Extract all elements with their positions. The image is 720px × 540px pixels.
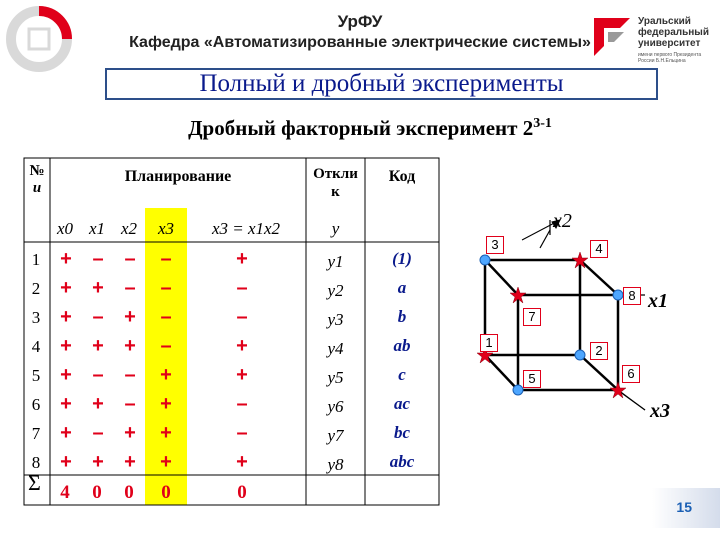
col-x1: x1 <box>88 219 106 238</box>
cell-x12: – <box>236 277 248 299</box>
cell-x0: + <box>60 335 72 357</box>
logo-small-2: России Б.Н.Ельцина <box>638 58 686 64</box>
cell-x2: – <box>124 364 136 386</box>
cell-x1: + <box>92 393 104 415</box>
cube-label-2: 2 <box>590 342 608 360</box>
cell-x12: + <box>236 248 248 270</box>
logo-line-1: Уральский <box>638 16 691 27</box>
cell-code: ac <box>393 394 411 413</box>
cell-code: a <box>397 278 407 297</box>
cell-x2: + <box>124 451 136 473</box>
col-y: y <box>331 219 340 238</box>
cell-x12: – <box>236 393 248 415</box>
cell-x12: – <box>236 306 248 328</box>
cube-point-plain <box>613 290 623 300</box>
col-response-label-1: Откли <box>313 166 358 182</box>
row-number: 4 <box>31 337 41 356</box>
row-number: 3 <box>31 308 41 327</box>
cell-x0: + <box>60 306 72 328</box>
cube-label-6: 6 <box>622 365 640 383</box>
cell-code: ab <box>393 336 411 355</box>
page-number-badge <box>652 488 720 528</box>
cell-x12: + <box>236 335 248 357</box>
cube-label-8: 8 <box>623 287 641 305</box>
cube-point-plain <box>513 385 523 395</box>
cell-y: y1 <box>327 252 344 271</box>
col-x0: x0 <box>56 219 74 238</box>
cube-label-7: 7 <box>523 308 541 326</box>
cell-y: y3 <box>327 310 344 329</box>
axis-x1-label: x1 <box>648 290 668 312</box>
cell-x1: + <box>92 335 104 357</box>
cell-x0: + <box>60 277 72 299</box>
cube-point-plain <box>575 350 585 360</box>
col-number-label: № <box>29 163 45 179</box>
cell-x0: + <box>60 451 72 473</box>
department-name: Кафедра «Автоматизированные электрические системы» <box>129 34 591 51</box>
cell-code: (1) <box>392 249 412 268</box>
cell-x0: + <box>60 393 72 415</box>
sum-x1: 0 <box>92 482 102 503</box>
cell-x12: – <box>236 422 248 444</box>
cell-x2: – <box>124 248 136 270</box>
cell-x3: – <box>160 248 172 270</box>
cell-y: y7 <box>327 426 344 445</box>
sum-x12: 0 <box>237 482 247 503</box>
cell-code: bc <box>393 423 411 442</box>
cell-x3: + <box>160 393 172 415</box>
cell-x3: – <box>160 335 172 357</box>
col-response-label-2: к <box>331 184 340 200</box>
subtitle-text: Дробный факторный эксперимент 2 <box>188 116 534 140</box>
row-number: 2 <box>31 279 41 298</box>
cell-x1: – <box>92 248 104 270</box>
cell-x0: + <box>60 364 72 386</box>
cell-y: y6 <box>327 397 344 416</box>
sum-x3: 0 <box>161 482 171 503</box>
cube-diagram <box>440 200 720 440</box>
row-number: 8 <box>31 453 41 472</box>
cell-code: abc <box>389 452 415 471</box>
cell-x3: – <box>160 277 172 299</box>
cell-x1: + <box>92 451 104 473</box>
cube-label-4: 4 <box>590 240 608 258</box>
cell-x1: – <box>92 364 104 386</box>
cell-x0: + <box>60 422 72 444</box>
logo-small-1: имени первого Президента <box>638 52 702 58</box>
cell-x2: + <box>124 422 136 444</box>
cell-x3: + <box>160 451 172 473</box>
cell-x3: – <box>160 306 172 328</box>
cell-x3: + <box>160 422 172 444</box>
cell-x2: – <box>124 393 136 415</box>
cell-x3: + <box>160 364 172 386</box>
row-number: 6 <box>31 395 41 414</box>
cell-y: y4 <box>327 339 344 358</box>
cell-y: y2 <box>327 281 344 300</box>
org-name: УрФУ <box>337 12 383 31</box>
row-number: 5 <box>31 366 41 385</box>
logo-line-2: федеральный <box>638 27 709 38</box>
cell-code: b <box>397 307 407 326</box>
row-number: 1 <box>31 250 41 269</box>
subtitle-exponent: 3-1 <box>533 116 552 131</box>
cell-x12: + <box>236 364 248 386</box>
col-x3: x3 <box>157 219 175 238</box>
axis-x2-label: x2 <box>553 210 572 232</box>
cube-label-3: 3 <box>486 236 504 254</box>
slide-title: Полный и дробный эксперименты <box>105 68 658 100</box>
cell-x12: + <box>236 451 248 473</box>
cell-x2: – <box>124 277 136 299</box>
cell-x2: + <box>124 335 136 357</box>
cell-code: c <box>398 365 406 384</box>
col-code-label: Код <box>388 168 416 185</box>
col-x2: x2 <box>120 219 138 238</box>
row-number: 7 <box>31 424 41 443</box>
cell-x0: + <box>60 248 72 270</box>
cube-point-plain <box>480 255 490 265</box>
cell-y: y5 <box>327 368 344 387</box>
cube-label-5: 5 <box>523 370 541 388</box>
cell-y: y8 <box>327 455 344 474</box>
sum-symbol: Σ <box>28 470 41 495</box>
axis-x3-label: x3 <box>650 400 670 422</box>
cell-x1: + <box>92 277 104 299</box>
cell-x2: + <box>124 306 136 328</box>
cube-label-1: 1 <box>480 334 498 352</box>
cell-x1: – <box>92 306 104 328</box>
sum-x2: 0 <box>124 482 134 503</box>
logo-line-3: университет <box>638 38 701 49</box>
col-planning-label: Планирование <box>124 168 232 185</box>
col-number-sub: u <box>32 180 42 196</box>
sum-x0: 4 <box>60 482 70 503</box>
page-number: 15 <box>676 499 692 515</box>
col-x3-eq: x3 = x1x2 <box>211 219 281 238</box>
cell-x1: – <box>92 422 104 444</box>
